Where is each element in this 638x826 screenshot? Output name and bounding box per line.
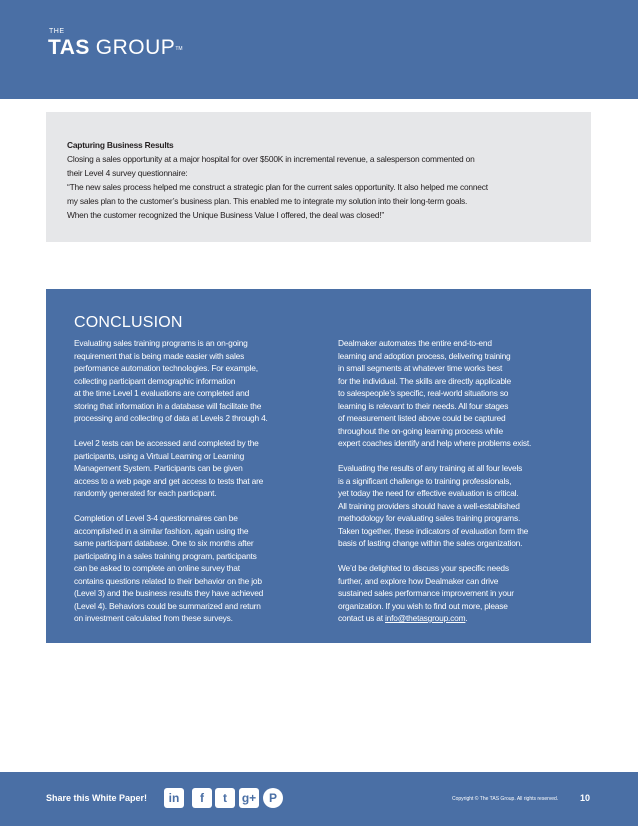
paragraph-line: Level 2 tests can be accessed and completed by the [74,438,259,448]
conclusion-left-column [74,337,319,637]
paragraph-line: access to a web page and get access to tests that are [74,475,264,486]
paragraph-line: in small segments at whatever time works best [338,363,503,373]
paragraph-line: randomly generated for each participant. [74,488,217,498]
paragraph-line: basis of lasting change within the sales organization. [338,538,523,548]
paragraph-line: (Level 4). Behaviors could be summarized and return [74,600,261,611]
share-label: Share this White Paper! [46,793,148,803]
paragraph-line: sustained sales performance improvement in your [338,588,514,598]
paragraph-line: participants, using a Virtual Learning or Learning [74,450,245,461]
paragraph-line: Evaluating the results of any training at all four levels [338,463,523,473]
twitter-icon[interactable]: t [215,788,235,808]
paragraph-line: can be asked to complete an online survey that [74,563,240,573]
paragraph-line: learning and adoption process, delivering training [338,350,511,361]
logo-tas-text: TAS [48,36,90,59]
conclusion-paragraph [74,337,319,425]
paragraph-line: is a significant challenge to training professionals, [338,475,512,486]
case-study-line: my sales plan to the customer’s business plan. This enabled me to integrate my solution into their long-term goals. [67,196,468,206]
paragraph-line: Evaluating sales training programs is an on-going [74,338,248,348]
linkedin-icon[interactable]: in [164,788,184,808]
facebook-icon[interactable]: f [192,788,212,808]
paragraph-line: same participant database. One to six months after [74,538,254,548]
paragraph-line: learning is relevant to their needs. All four stages [338,400,509,411]
paragraph-line: for the individual. The skills are directly applicable [338,375,511,386]
paragraph-line: contains questions related to their behavior on the job [74,575,262,586]
email-link[interactable]: info@thetasgroup.com [385,613,466,623]
conclusion-title: CONCLUSION [74,314,183,331]
conclusion-paragraph [338,337,578,450]
paragraph-line: participating in a sales training program, participants [74,550,257,561]
conclusion-right-column [338,337,578,625]
contact-line [338,612,578,625]
pinterest-icon[interactable]: P [263,788,283,808]
conclusion-paragraph [338,462,578,550]
paragraph-line: organization. If you wish to find out more, please [338,600,508,611]
paragraph-line: Dealmaker automates the entire end-to-end [338,338,492,348]
paragraph-line: requirement that is being made easier with sales [74,350,245,361]
right-paragraphs [338,337,578,612]
case-study-line: Closing a sales opportunity at a major hospital for over $500K in incremental revenue, a salesperson commented on [67,154,475,164]
header-banner [0,0,638,99]
paragraph-line: expert coaches identify and help where problems exist. [338,438,532,448]
paragraph-line: to salespeople’s specific, real-world situations so [338,388,509,398]
conclusion-panel [46,289,591,643]
paragraph-line: further, and explore how Dealmaker can drive [338,575,499,586]
paragraph-line: at the time Level 1 evaluations are completed and [74,388,250,398]
conclusion-paragraph [338,562,578,612]
googleplus-icon[interactable]: g+ [239,788,259,808]
logo-group-text: GROUP [95,36,176,59]
paragraph-line: accomplished in a similar fashion, again using the [74,525,249,536]
paragraph-line: storing that information in a database will facilitate the [74,400,262,411]
logo-the-text: THE [49,28,65,35]
paragraph-line: methodology for evaluating sales training programs. [338,513,521,523]
copyright-text: Copyright © The TAS Group. All rights reserved. [452,796,559,802]
case-study-line: When the customer recognized the Unique Business Value I offered, the deal was closed!” [67,210,385,220]
case-study-line: their Level 4 survey questionnaire: [67,168,188,178]
conclusion-paragraph [74,512,319,625]
case-study-box [46,112,591,242]
paragraph-line: on investment calculated from these surveys. [74,613,233,623]
paragraph-line: processing and collecting of data at Levels 2 through 4. [74,413,268,423]
paragraph-line: All training providers should have a well-established [338,500,520,511]
case-study-title: Capturing Business Results [67,140,174,150]
paragraph-line: throughout the on-going learning process while [338,425,503,436]
logo-wordmark [48,36,183,60]
contact-suffix: . [465,613,468,623]
conclusion-paragraph [74,437,319,500]
paragraph-line: Management System. Participants can be given [74,463,243,473]
paragraph-line: Taken together, these indicators of evaluation form the [338,525,529,536]
paragraph-line: of measurement listed above could be captured [338,413,506,423]
paragraph-line: We’d be delighted to discuss your specific needs [338,563,509,573]
paragraph-line: yet today the need for effective evaluation is critical. [338,488,519,498]
paragraph-line: Completion of Level 3-4 questionnaires can be [74,513,238,523]
paragraph-line: (Level 3) and the business results they have achieved [74,588,264,598]
footer-bar [0,772,638,826]
page-number: 10 [580,793,591,803]
case-study-line: “The new sales process helped me construct a strategic plan for the current sales opportunity. It also helped me connect [67,182,488,192]
paragraph-line: performance automation technologies. For example, [74,363,258,373]
paragraph-line: collecting participant demographic information [74,375,236,386]
contact-prefix: contact us at [338,613,386,623]
case-study-content [67,138,577,222]
logo-tm-text: TM [175,46,183,52]
